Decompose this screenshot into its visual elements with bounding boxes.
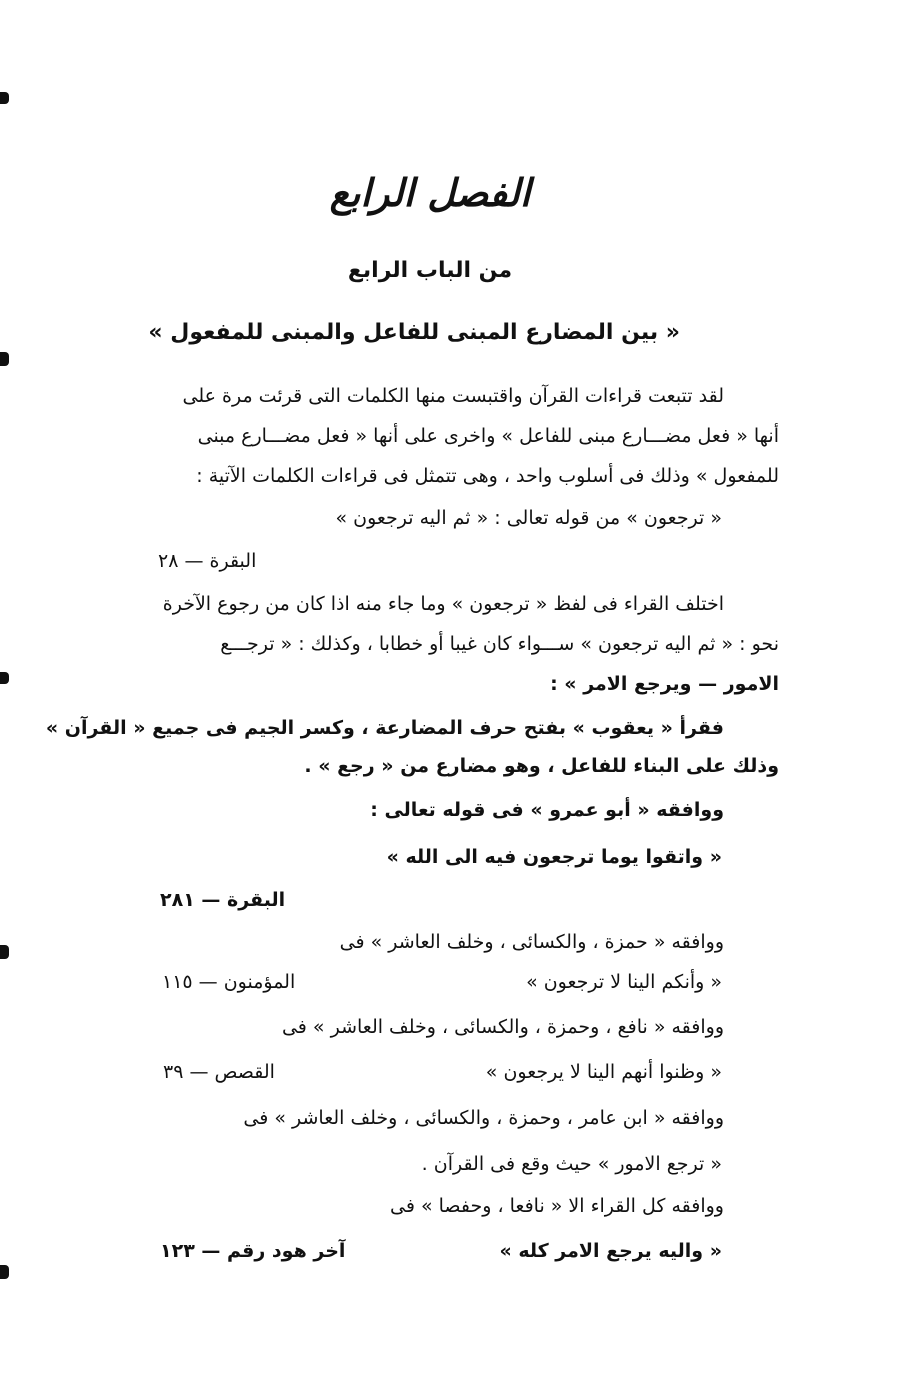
- verse-reference: البقرة — ٢٨١: [160, 889, 286, 911]
- agreement-line: ووافقه « ابن عامر ، وحمزة ، والكسائى ، وخلف العاشر » فى: [243, 1107, 724, 1129]
- verse-reference: القصص — ٣٩: [163, 1061, 275, 1083]
- scan-edge-mark: [0, 945, 9, 959]
- paragraph-line: اختلف القراء فى لفظ « ترجعون » وما جاء منه اذا كان من رجوع الآخرة: [162, 593, 724, 615]
- paragraph-line: لقد تتبعت قراءات القرآن واقتبست منها الكلمات التى قرئت مرة على: [182, 385, 724, 407]
- verse-reference: المؤمنون — ١١٥: [162, 971, 296, 993]
- chapter-subtitle: من الباب الرابع: [347, 258, 513, 283]
- section-heading: « بين المضارع المبنى للفاعل والمبنى للمفعول »: [148, 320, 680, 345]
- verse-quote: « ترجعون » من قوله تعالى : « ثم اليه ترجعون »: [335, 507, 722, 529]
- paragraph-line: للمفعول » وذلك فى أسلوب واحد ، وهى تتمثل فى قراءات الكلمات الآتية :: [196, 465, 779, 487]
- chapter-title: الفصل الرابع: [329, 170, 531, 215]
- verse-reference: البقرة — ٢٨: [158, 550, 257, 572]
- scan-edge-mark: [0, 1265, 9, 1279]
- verse-quote: « وظنوا أنهم الينا لا يرجعون »: [485, 1061, 722, 1083]
- verse-quote: « واليه يرجع الامر كله »: [499, 1240, 722, 1262]
- scan-edge-mark: [0, 92, 9, 104]
- agreement-line: ووافقه « نافع ، وحمزة ، والكسائى ، وخلف العاشر » فى: [281, 1016, 724, 1038]
- scan-edge-mark: [0, 672, 9, 684]
- paragraph-line: الامور — ويرجع الامر » :: [550, 673, 779, 695]
- agreement-line: ووافقه « حمزة ، والكسائى ، وخلف العاشر » فى: [339, 931, 724, 953]
- agreement-line: ووافقه « أبو عمرو » فى قوله تعالى :: [370, 799, 724, 821]
- verse-quote: « ترجع الامور » حيث وقع فى القرآن .: [421, 1153, 722, 1175]
- paragraph-line: فقرأ « يعقوب » بفتح حرف المضارعة ، وكسر الجيم فى جميع « القرآن »: [45, 717, 724, 739]
- paragraph-line: نحو : « ثم اليه ترجعون » ســـواء كان غيبا أو خطابا ، وكذلك : « ترجـــع: [220, 633, 779, 655]
- scan-edge-mark: [0, 352, 9, 366]
- paragraph-line: وذلك على البناء للفاعل ، وهو مضارع من « رجع » .: [304, 755, 779, 777]
- agreement-line: ووافقه كل القراء الا « نافعا ، وحفصا » فى: [389, 1195, 724, 1217]
- verse-quote: « واتقوا يوما ترجعون فيه الى الله »: [386, 846, 722, 868]
- paragraph-line: أنها « فعل مضـــارع مبنى للفاعل » واخرى على أنها « فعل مضـــارع مبنى: [197, 425, 779, 447]
- verse-reference: آخر هود رقم — ١٢٣: [160, 1240, 346, 1262]
- verse-quote: « وأنكم الينا لا ترجعون »: [526, 971, 722, 993]
